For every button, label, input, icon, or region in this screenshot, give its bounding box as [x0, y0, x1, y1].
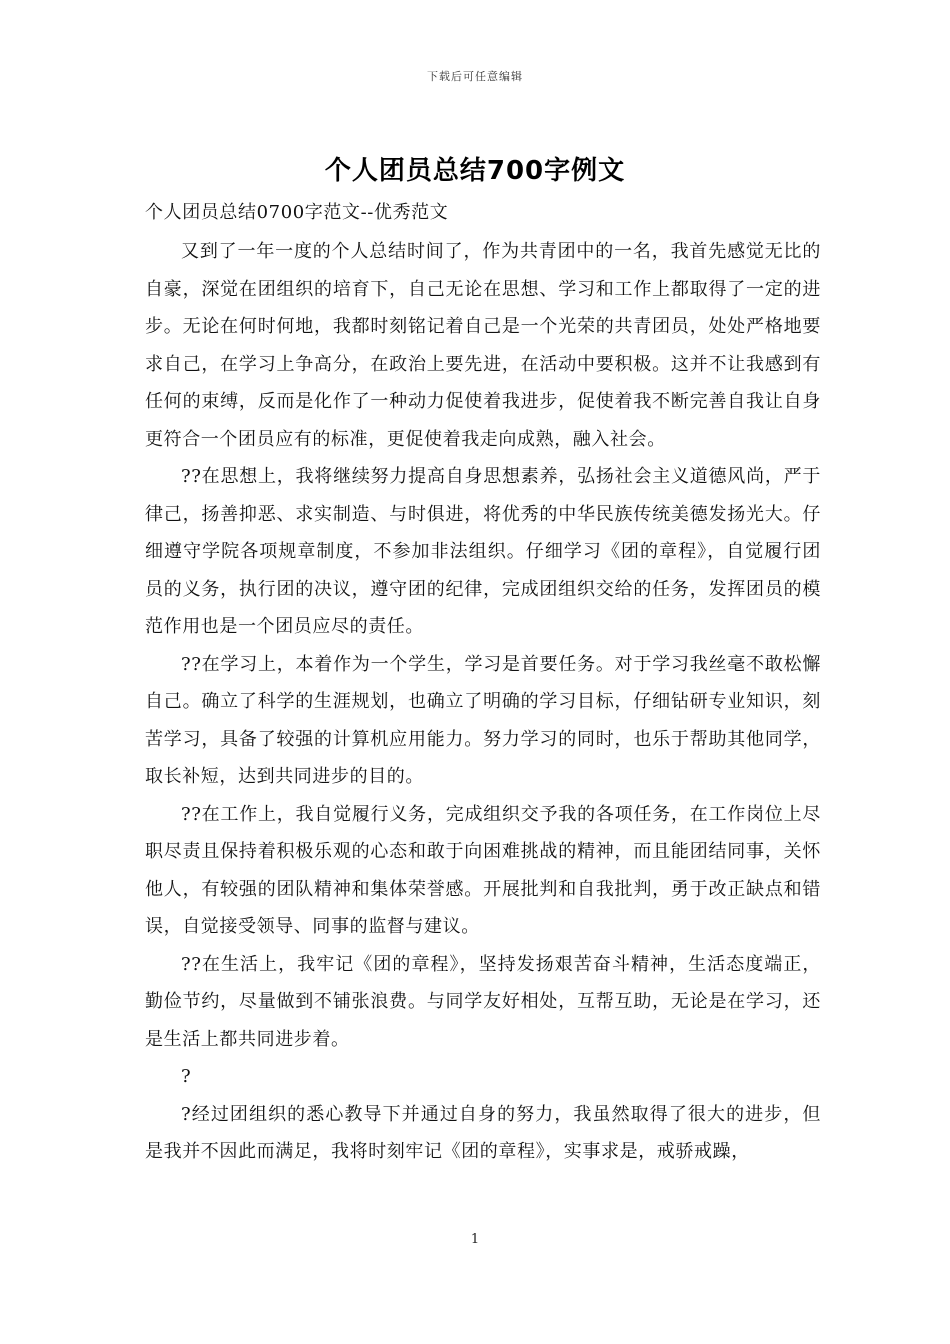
paragraph: ?	[181, 1066, 192, 1087]
document-body	[145, 198, 821, 1171]
document-title: 个人团员总结700字例文	[324, 156, 626, 186]
paragraph: ??在工作上，我自觉履行义务，完成组织交予我的各项任务，在工作岗位上尽职尽责且保持着积极乐观的心态和敢于向困难挑战的精神，而且能团结同事，关怀他人，有较强的团队精神和集体荣誉感。开展批判和自我批判，勇于改正缺点和错误，自觉接受领导、同事的监督与建议。	[145, 803, 821, 937]
paragraph: 又到了一年一度的个人总结时间了，作为共青团中的一名，我首先感觉无比的自豪，深觉在团组织的培育下，自己无论在思想、学习和工作上都取得了一定的进步。无论在何时何地，我都时刻铭记着自己是一个光荣的共青团员，处处严格地要求自己，在学习上争高分，在政治上要先进，在活动中要积极。这并不让我感到有任何的束缚，反而是化作了一种动力促使着我进步，促使着我不断完善自我让自身更符合一个团员应有的标准，更促使着我走向成熟，融入社会。	[145, 241, 821, 450]
paragraph: ??在思想上，我将继续努力提高自身思想素养，弘扬社会主义道德风尚，严于律己，扬善抑恶、求实制造、与时俱进，将优秀的中华民族传统美德发扬光大。仔细遵守学院各项规章制度，不参加非法组织。仔细学习《团的章程》，自觉履行团员的义务，执行团的决议，遵守团的纪律，完成团组织交给的任务，发挥团员的模范作用也是一个团员应尽的责任。	[145, 466, 821, 637]
paragraph: ??在生活上，我牢记《团的章程》，坚持发扬艰苦奋斗精神，生活态度端正，勤俭节约，尽量做到不铺张浪费。与同学友好相处，互帮互助，无论是在学习，还是生活上都共同进步着。	[145, 953, 821, 1050]
paragraph: ?经过团组织的悉心教导下并通过自身的努力，我虽然取得了很大的进步，但是我并不因此而满足，我将时刻牢记《团的章程》，实事求是，戒骄戒躁，	[145, 1103, 821, 1162]
document-subtitle: 个人团员总结0700字范文--优秀范文	[145, 202, 449, 223]
page-number: 1	[470, 1232, 480, 1247]
paragraph: ??在学习上，本着作为一个学生，学习是首要任务。对于学习我丝毫不敢松懈自己。确立了科学的生涯规划，也确立了明确的学习目标，仔细钻研专业知识，刻苦学习，具备了较强的计算机应用能力。努力学习的同时，也乐于帮助其他同学，取长补短，达到共同进步的目的。	[145, 653, 821, 787]
header-note: 下载后可任意编辑	[427, 70, 523, 83]
